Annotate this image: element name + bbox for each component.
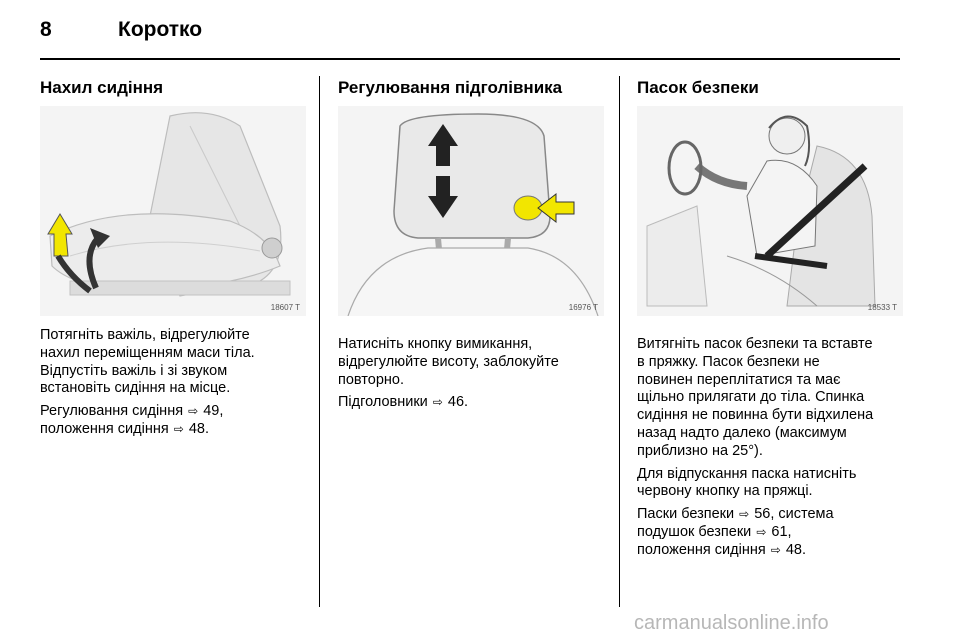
page-link[interactable]: 48. — [188, 420, 209, 437]
page-title: Коротко — [118, 18, 203, 41]
seat-belt-text — [637, 336, 907, 565]
page-number: 8 — [40, 18, 52, 41]
headrest-illustration — [338, 106, 604, 316]
seat-tilt-illustration — [40, 106, 306, 316]
section-seat-tilt — [40, 78, 163, 98]
paragraph: Витягніть пасок безпеки та вставте в пряжку. Пасок безпеки не повинен переплітатися та має щільно прилягати до тіла. Спинка сидіння не повинна бути відхилена назад надто далеко (максимум приблизно на 25°). — [637, 336, 874, 459]
paragraph: Натисніть кнопку вимикання, відрегулюйте висоту, заблокуйте повторно. — [338, 336, 559, 388]
column-divider-2 — [619, 76, 620, 607]
headrest-text — [338, 336, 610, 417]
page-link[interactable]: 61, — [771, 523, 792, 540]
paragraph-refs: Регулювання сидіння ⇨ 49, положення сидіння ⇨ 48. — [40, 403, 224, 437]
section-seat-belt — [637, 78, 759, 98]
section-heading: Нахил сидіння — [40, 78, 164, 97]
section-headrest — [338, 78, 562, 98]
section-heading: Регулювання підголівника — [338, 78, 563, 97]
page-ref-arrow-icon: ⇨ — [188, 404, 199, 419]
page-ref-arrow-icon: ⇨ — [739, 507, 750, 522]
watermark: carmanualsonline.info — [634, 612, 829, 634]
page-ref-arrow-icon: ⇨ — [770, 542, 781, 557]
page-ref-arrow-icon: ⇨ — [756, 524, 767, 539]
paragraph: Потягніть важіль, відрегулюйте нахил переміщенням маси тіла. Відпустіть важіль і зі звуком встановіть сидіння на місце. — [40, 327, 255, 397]
page-ref-arrow-icon: ⇨ — [173, 421, 184, 436]
figure-id: 18533 T — [867, 303, 897, 312]
figure-id: 16976 T — [568, 303, 598, 312]
page-link[interactable]: 49, — [203, 403, 224, 420]
paragraph: Для відпускання паска натисніть червону кнопку на пряжці. — [637, 465, 857, 500]
figure-id: 18607 T — [270, 303, 300, 312]
header-rule — [40, 58, 900, 60]
page-link[interactable]: 48. — [785, 541, 806, 558]
column-divider-1 — [319, 76, 320, 607]
section-heading: Пасок безпеки — [637, 78, 759, 97]
page-link[interactable]: 46. — [447, 394, 469, 411]
paragraph-refs: Паски безпеки ⇨ 56, система подушок безпеки ⇨ 61, положення сидіння ⇨ 48. — [637, 506, 834, 558]
seat-tilt-text — [40, 327, 310, 444]
paragraph-refs: Підголовники ⇨ 46. — [338, 394, 469, 411]
page-ref-arrow-icon: ⇨ — [432, 395, 443, 410]
page-link[interactable]: 56, система — [754, 506, 834, 523]
seat-belt-illustration — [637, 106, 903, 316]
